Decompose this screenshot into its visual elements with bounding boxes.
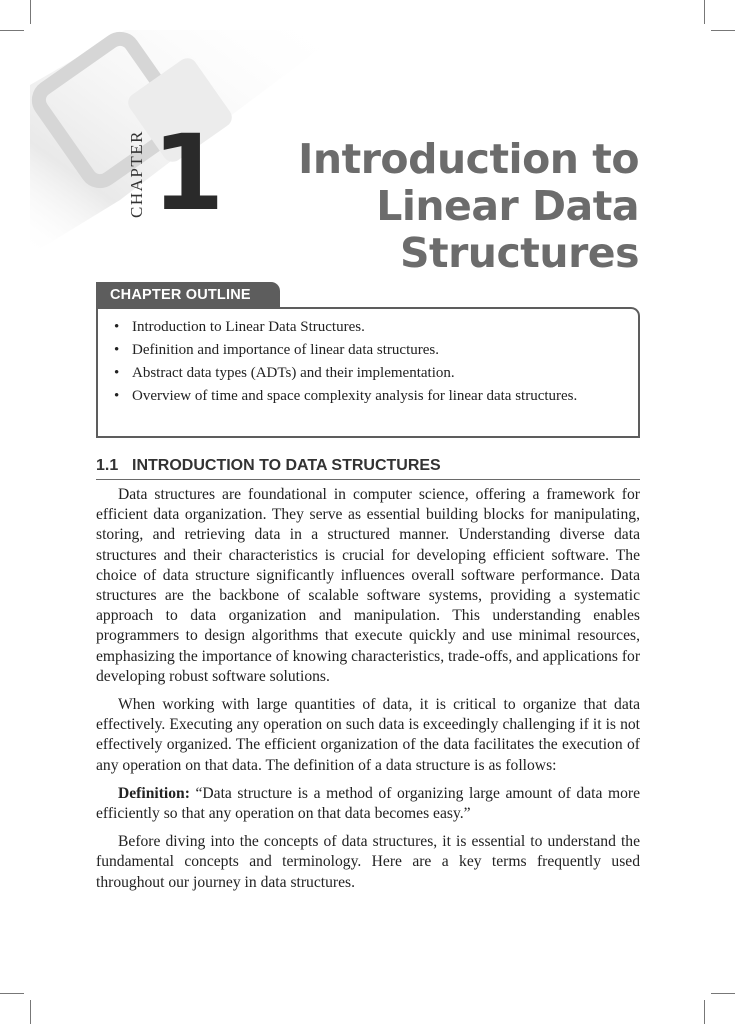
crop-mark-top-right [704,0,705,24]
crop-mark-top-right-h [711,30,735,31]
crop-mark-bottom-right [704,1000,705,1024]
chapter-label: CHAPTER [127,130,146,218]
chapter-outline-box [96,307,640,438]
section-heading [96,456,640,480]
outline-item: • Abstract data types (ADTs) and their implementation. [112,363,628,383]
outline-item: • Overview of time and space complexity analysis for linear data structures. [112,386,628,406]
chapter-title [259,136,639,277]
outline-item: • Definition and importance of linear data structures. [112,340,628,360]
outline-item: • Introduction to Linear Data Structures. [112,317,628,337]
chapter-outline-list [112,317,628,406]
body-text [96,485,640,901]
chapter-number: 1 [152,112,221,234]
definition-paragraph [96,784,640,824]
crop-mark-bottom-right-h [711,993,735,994]
chapter-title-line: Introduction to [298,135,639,183]
crop-mark-bottom-left [30,1000,31,1024]
section-number: 1.1 [96,457,119,474]
chapter-outline-heading: CHAPTER OUTLINE [96,282,280,308]
crop-mark-bottom-left-h [0,993,24,994]
definition-text: “Data structure is a method of organizing large amount of data more efficiently so that any operation on that data becomes easy.” [96,784,640,823]
chapter-title-line: Structures [399,229,639,277]
definition-label: Definition: [118,784,190,802]
paragraph: Data structures are foundational in computer science, offering a framework for efficient data organization. They serve as essential building blocks for manipulating, storing, and retrieving data in a structured manner. Understanding diverse data structures and their characteristics is crucial for developing efficient software. The choice of data structure significantly influences overall software performance. Data structures are the backbone of scalable software systems, providing a systematic approach to data organization and manipulation. This understanding enables programmers to design algorithms that execute quickly and use minimal resources, emphasizing the importance of knowing characteristics, trade-offs, and applications for developing robust software solutions. [96,486,641,685]
paragraph: When working with large quantities of data, it is critical to organize that data effectively. Executing any operation on such data is exceedingly challenging if it is not effectively organized. The efficient organization of the data facilitates the execution of any operation on that data. The definition of a data structure is as follows: [96,696,640,774]
chapter-title-line: Linear Data [376,182,639,230]
paragraph: Before diving into the concepts of data structures, it is essential to understand the fundamental concepts and terminology. Here are a key terms frequently used throughout our journey in data structures. [96,833,640,891]
section-title: INTRODUCTION TO DATA STRUCTURES [132,457,441,474]
